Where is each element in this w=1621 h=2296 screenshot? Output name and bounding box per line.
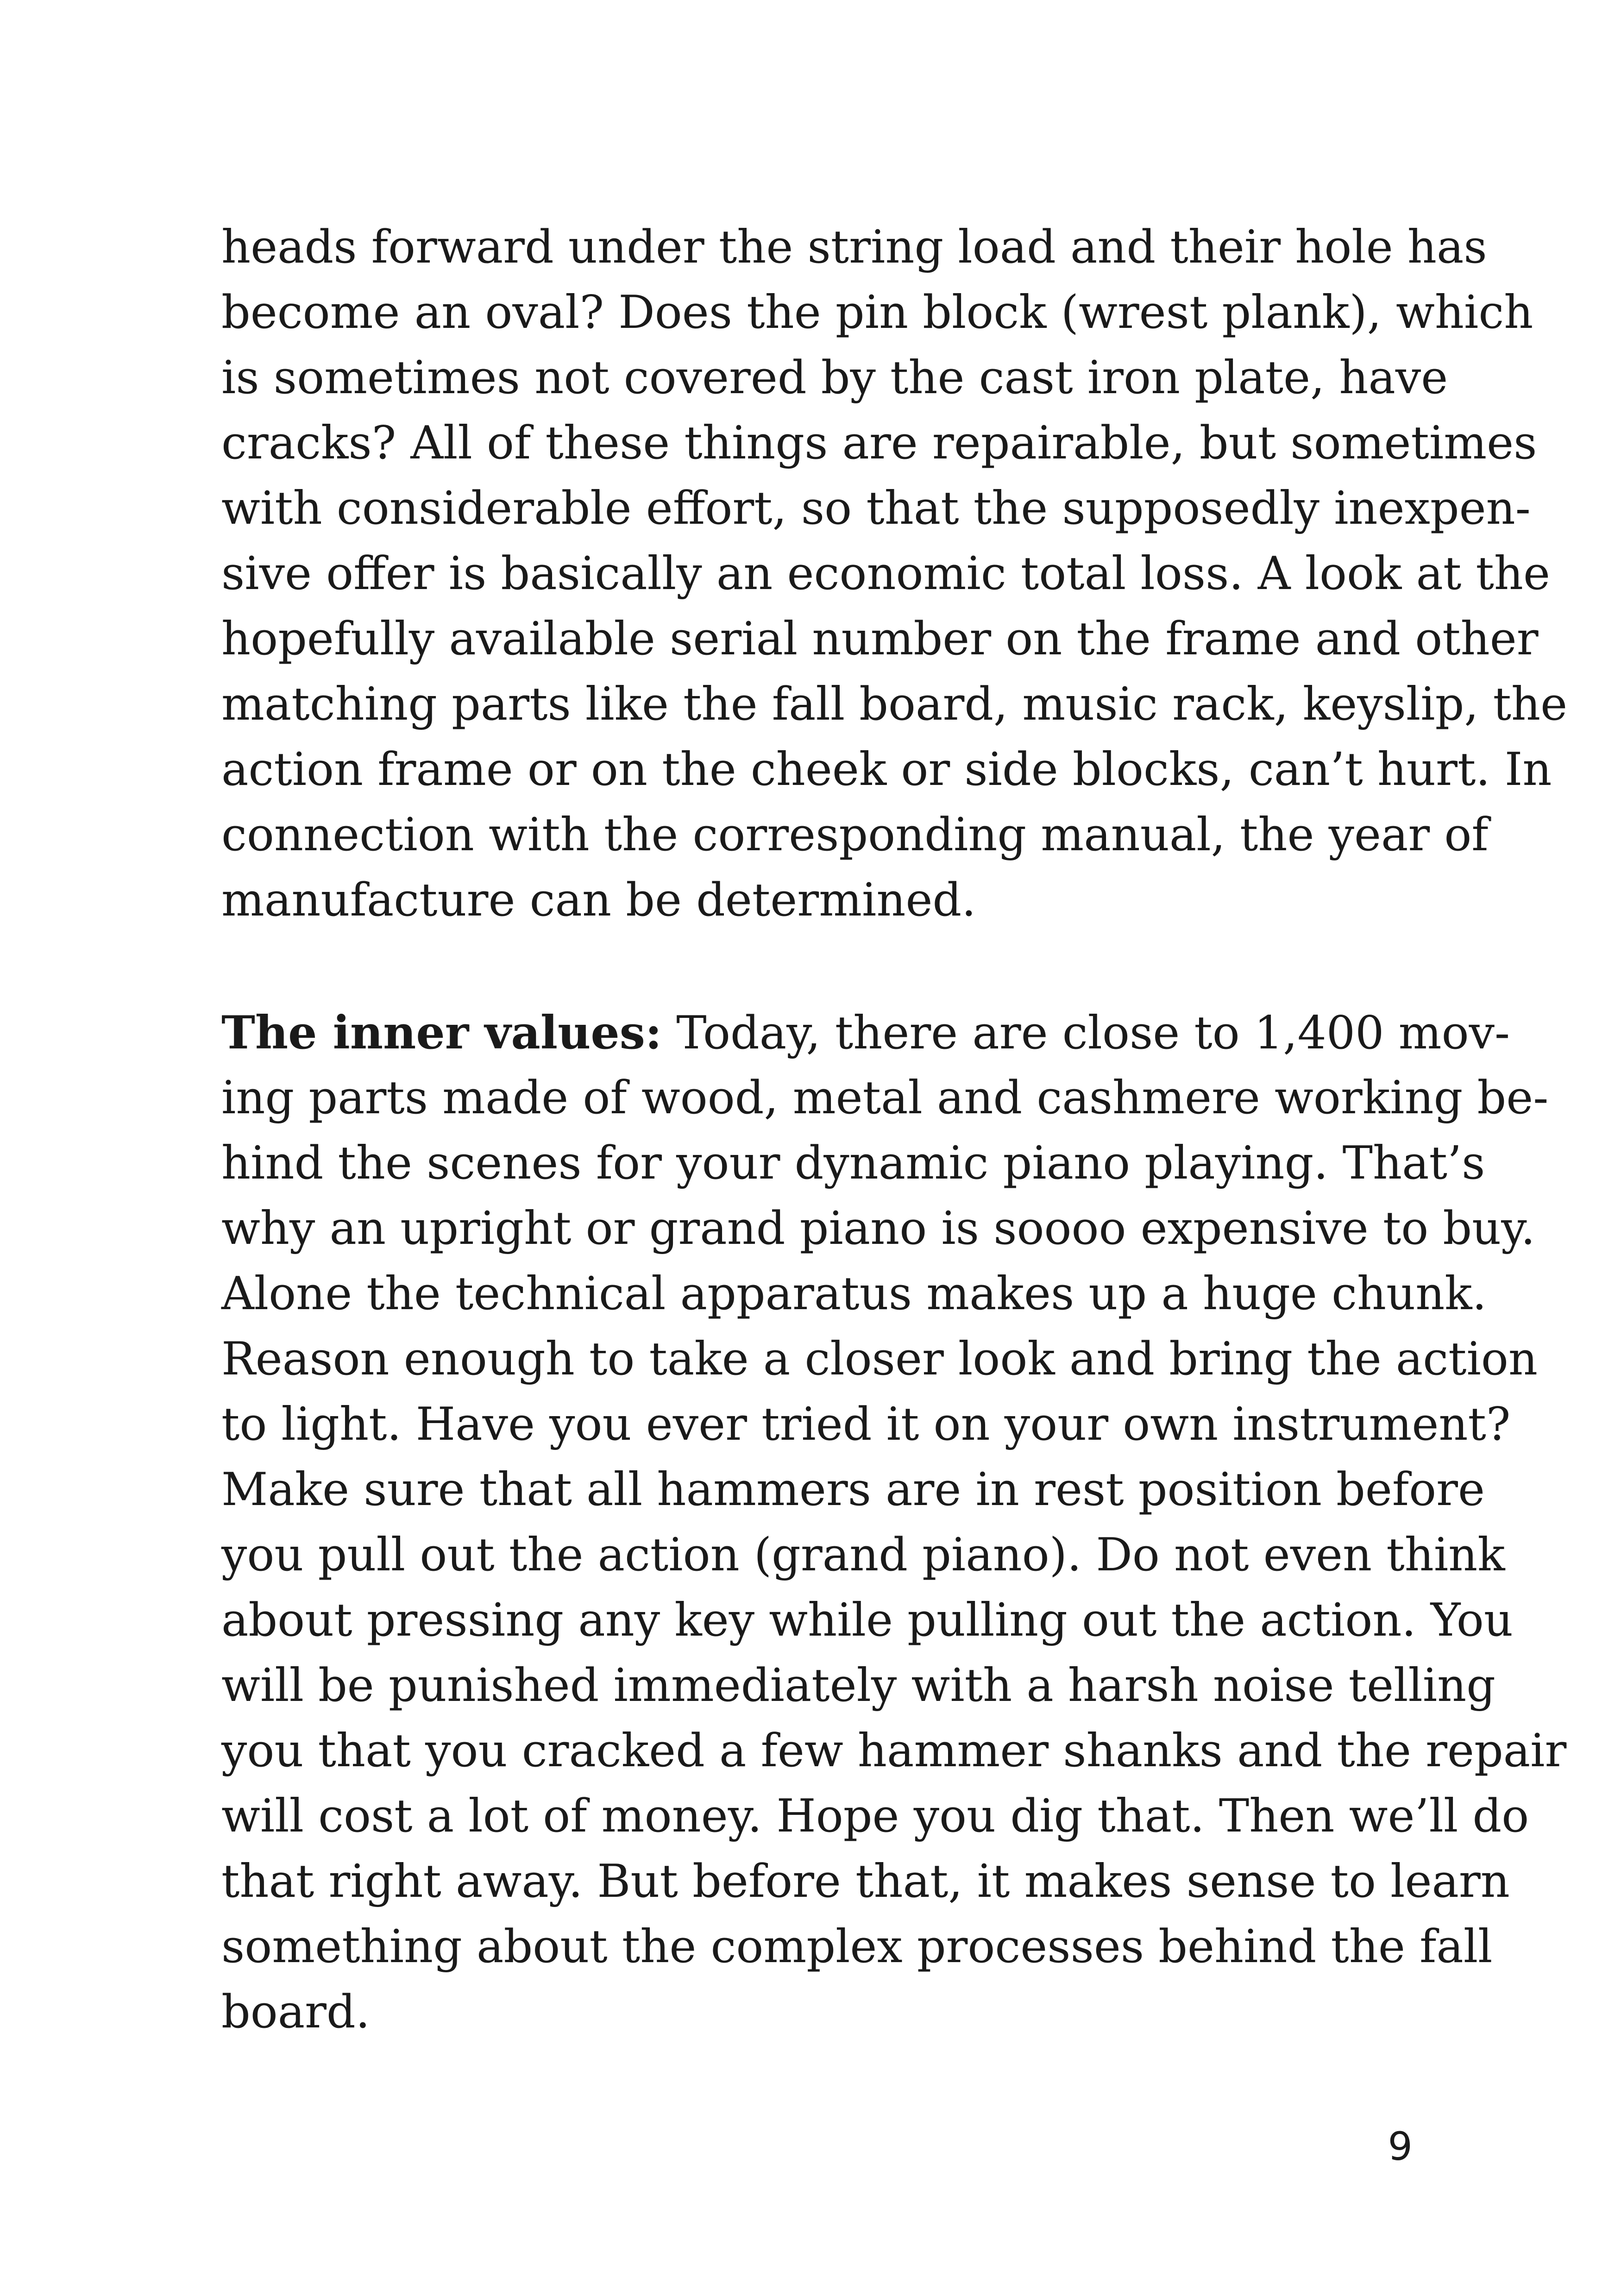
text-line: Reason enough to take a closer look and bring the action	[221, 1333, 1538, 1386]
text-line: action frame or on the cheek or side blocks, can’t hurt. In	[221, 743, 1552, 796]
text-line: heads forward under the string load and their hole has	[221, 221, 1487, 274]
text-line: you that you cracked a few hammer shanks and the repair	[221, 1725, 1567, 1777]
text-line: to light. Have you ever tried it on your own instrument?	[221, 1398, 1511, 1451]
text-line: with considerable effort, so that the supposedly inexpen-	[221, 482, 1531, 535]
text-line: you pull out the action (grand piano). Do not even think	[221, 1529, 1505, 1581]
text-line: why an upright or grand piano is soooo expensive to buy.	[221, 1202, 1535, 1255]
text-line: board.	[221, 1986, 370, 2039]
text-line-first	[221, 1000, 1510, 1066]
page-number: 9	[1388, 2124, 1413, 2169]
text-line: cracks? All of these things are repairable, but sometimes	[221, 417, 1537, 470]
text-line: hopefully available serial number on the frame and other	[221, 613, 1539, 665]
text-line: will cost a lot of money. Hope you dig that. Then we’ll do	[221, 1790, 1529, 1843]
text-line: Make sure that all hammers are in rest position before	[221, 1463, 1485, 1516]
text-line: about pressing any key while pulling out the action. You	[221, 1594, 1514, 1647]
text-line: will be punished immediately with a harsh noise telling	[221, 1659, 1496, 1712]
text-line: hind the scenes for your dynamic piano playing. That’s	[221, 1137, 1485, 1190]
text-line-rest: Today, there are close to 1,400 mov-	[662, 1007, 1510, 1060]
text-line: sive offer is basically an economic total loss. A look at the	[221, 547, 1551, 600]
paragraph-inner-values	[221, 1000, 1567, 2045]
text-line: something about the complex processes behind the fall	[221, 1920, 1493, 1973]
text-line: manufacture can be determined.	[221, 874, 976, 927]
text-line: Alone the technical apparatus makes up a huge chunk.	[221, 1267, 1487, 1320]
section-lead-heading: The inner values:	[221, 1006, 662, 1060]
text-line: connection with the corresponding manual, the year of	[221, 809, 1489, 861]
text-line: ing parts made of wood, metal and cashmere working be-	[221, 1072, 1549, 1124]
text-line: that right away. But before that, it makes sense to learn	[221, 1855, 1510, 1908]
text-line: matching parts like the fall board, music rack, keyslip, the	[221, 678, 1568, 731]
paragraph-condition-check	[221, 215, 1568, 933]
text-line: is sometimes not covered by the cast iron plate, have	[221, 351, 1448, 404]
text-line: become an oval? Does the pin block (wrest plank), which	[221, 286, 1533, 339]
